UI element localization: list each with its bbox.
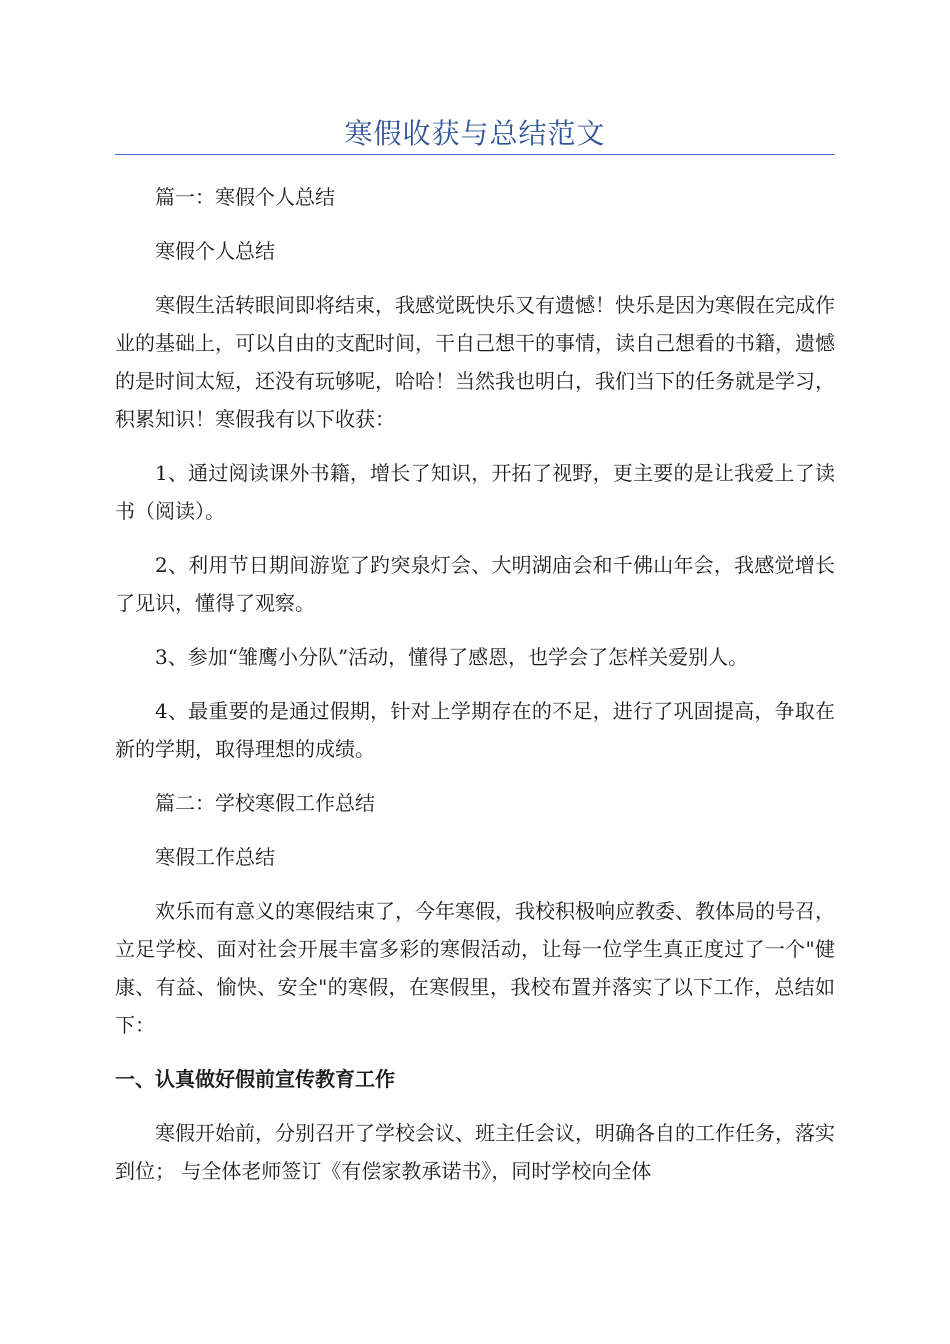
list-item: 2、利用节日期间游览了趵突泉灯会、大明湖庙会和千佛山年会，我感觉增长了见识，懂得了观察。 — [115, 553, 835, 615]
list-item: 4、最重要的是通过假期，针对上学期存在的不足，进行了巩固提高，争取在新的学期，取得理想的成绩。 — [115, 699, 835, 761]
body-paragraph: 欢乐而有意义的寒假结束了，今年寒假，我校积极响应教委、教体局的号召，立足学校、面对社会开展丰富多彩的寒假活动，让每一位学生真正度过了一个"健康、有益、愉快、安全"的寒假，在寒假里，我校布置并落实了以下工作，总结如下： — [115, 899, 835, 1037]
bold-heading: 一、认真做好假前宣传教育工作 — [115, 1067, 395, 1091]
subheading-2: 寒假工作总结 — [155, 845, 275, 869]
document-title: 寒假收获与总结范文 — [344, 117, 606, 150]
list-item: 3、参加“雏鹰小分队”活动，懂得了感恩，也学会了怎样关爱别人。 — [155, 645, 749, 669]
section-heading-2: 篇二：学校寒假工作总结 — [155, 791, 375, 815]
section-heading-1: 篇一：寒假个人总结 — [155, 185, 335, 209]
document-body — [115, 178, 835, 1190]
subheading-1: 寒假个人总结 — [155, 239, 275, 263]
body-paragraph: 寒假开始前，分别召开了学校会议、班主任会议，明确各自的工作任务，落实到位； 与全体老师签订《有偿家教承诺书》，同时学校向全体 — [115, 1121, 835, 1183]
title-underline — [115, 154, 835, 155]
body-paragraph: 寒假生活转眼间即将结束，我感觉既快乐又有遗憾！快乐是因为寒假在完成作业的基础上，可以自由的支配时间，干自己想干的事情，读自己想看的书籍，遗憾的是时间太短，还没有玩够呢，哈哈！当然我也明白，我们当下的任务就是学习，积累知识！寒假我有以下收获： — [115, 293, 835, 431]
list-item: 1、通过阅读课外书籍，增长了知识，开拓了视野，更主要的是让我爱上了读书（阅读）。 — [115, 461, 835, 523]
